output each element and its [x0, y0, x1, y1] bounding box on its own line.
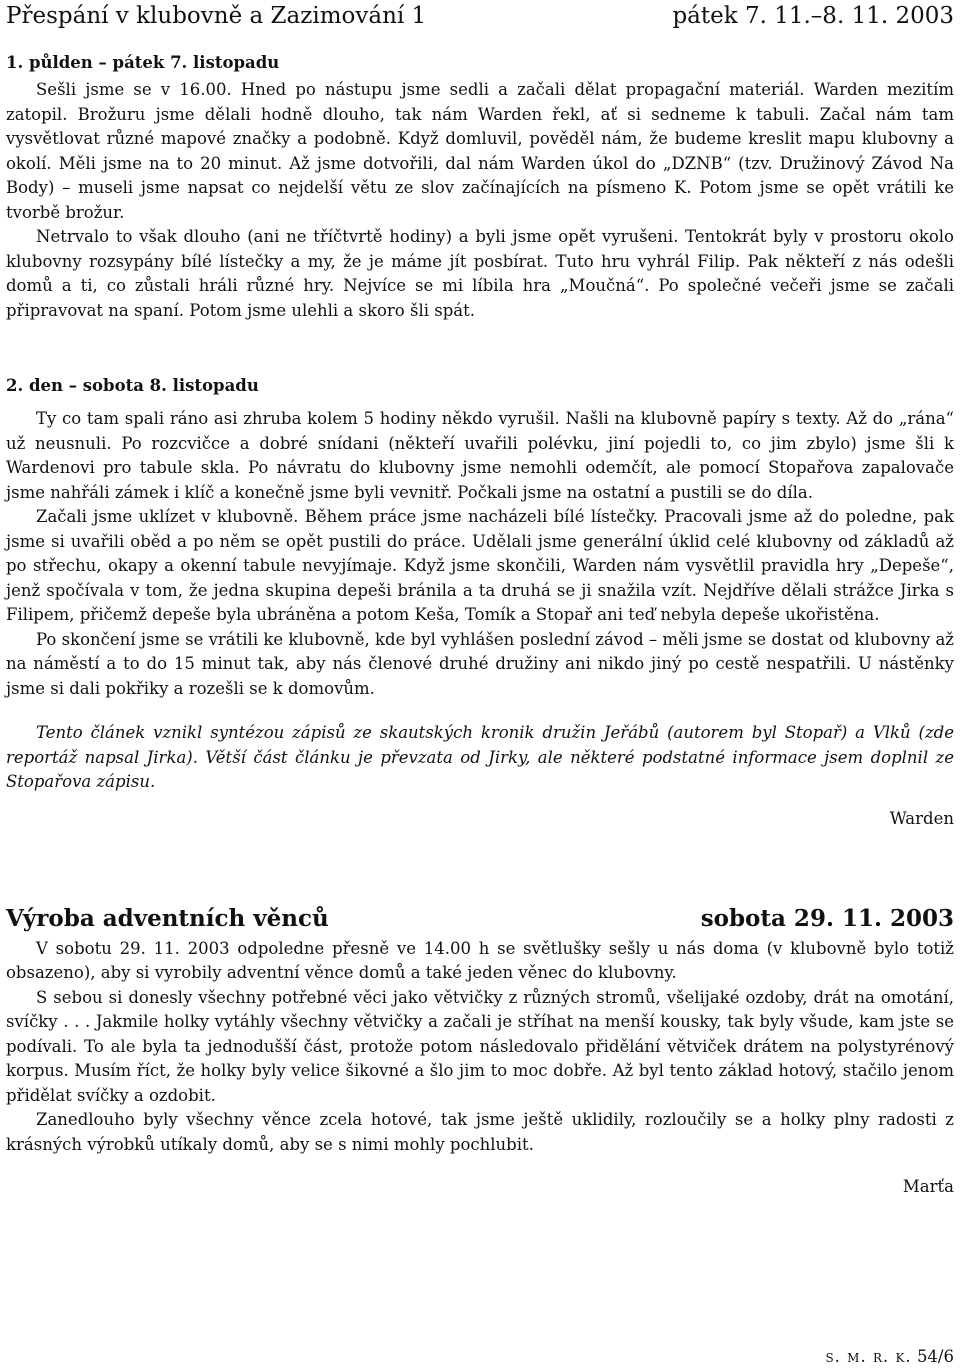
paragraph: S sebou si donesly všechny potřebné věci jako větvičky z různých stromů, všelijaké ozdoby, drát na omotání, svíčky . . . Jakmile holky vytáhly všechny větvičky a začali je stříhat na menší kousky, tak byly všude, kam jste se podívali. To ale byla ta jednodušší část, protože potom následovalo přidělání větviček drátem na polystyrénový korpus. Musím říct, že holky byly velice šikovné a šlo jim to moc dobře. Až byl tento základ hotový, stačilo jenom přidělat svíčky a ozdobit. — [6, 987, 954, 1105]
document-page — [0, 2, 960, 1368]
article-title: Výroba adventních věnců — [6, 904, 329, 932]
article-title: Přespání v klubovně a Zazimování 1 — [6, 3, 427, 29]
paragraph: Po skončení jsme se vrátili ke klubovně, kde byl vyhlášen poslední závod – měli jsme se dostat od klubovny až na náměstí a to do 15 minut tak, aby nás členové druhé družiny ani nikdo jiný po cestě nespatřili. U nástěnky jsme si dali pokřiky a rozešli se k domovům. — [6, 629, 954, 698]
paragraph: Netrvalo to však dlouho (ani ne tříčtvrtě hodiny) a byli jsme opět vyrušeni. Tentokrát byly v prostoru okolo klubovny rozsypány bílé lístečky a my, že je máme jít posbírat. Tuto hru vyhrál Filip. Pak někteří z nás odešli domů a ti, co zůstali hráli různé hry. Nejvíce se mi líbila hra „Moučná“. Po společné večeři jsme se začali připravovat na spaní. Potom jsme ulehli a skoro šli spát. — [6, 227, 954, 320]
page-footer — [825, 1346, 954, 1368]
paragraph: Sešli jsme se v 16.00. Hned po nástupu jsme sedli a začali dělat propagační materiál. Warden mezitím zatopil. Brožuru jsme dělali hodně dlouho, tak nám Warden řekl, ať si sedneme k tabuli. Začal nám tam vysvětlovat různé mapové značky a podobně. Když domluvil, pověděl nám, že budeme kreslit mapu klubovny a okolí. Měli jsme na to 20 minut. Až jsme dotvořili, dal nám Warden úkol do „DZNB“ (tzv. Družinový Závod Na Body) – museli jsme napsat co nejdelší větu ze slov začínajících na písmeno K. Potom jsme se opět vrátili ke tvorbě brožur. — [6, 80, 954, 222]
day-heading: 2. den – sobota 8. listopadu — [6, 376, 259, 395]
paragraph: V sobotu 29. 11. 2003 odpoledne přesně ve 14.00 h se světlušky sešly u nás doma (v klubovně bylo totiž obsazeno), aby si vyrobily adventní věnce domů a také jeden věnec do klubovny. — [6, 938, 954, 982]
publication-name: s. m. r. k. — [825, 1347, 912, 1366]
page-number: 54/6 — [916, 1347, 954, 1366]
section-gap — [6, 831, 960, 887]
article-header — [6, 905, 960, 933]
editor-note: Tento článek vznikl syntézou zápisů ze skautských kronik družin Jeřábů (autorem byl Stopař) a Vlků (zde reportáž napsal Jirka). Větší část článku je převzata od Jirky, ale některé podstatné informace jsem doplnil ze Stopařova zápisu. — [6, 723, 954, 791]
article-date: sobota 29. 11. 2003 — [700, 904, 954, 932]
day-heading: 1. půlden – pátek 7. listopadu — [6, 53, 280, 72]
paragraph: Zanedlouho byly všechny věnce zcela hotové, tak jsme ještě uklidily, rozloučily se a holky plny radosti z krásných výrobků utíkaly domů, aby se s nimi mohly pochlubit. — [6, 1110, 954, 1154]
article-date: pátek 7. 11.–8. 11. 2003 — [672, 3, 954, 29]
paragraph: Ty co tam spali ráno asi zhruba kolem 5 hodiny někdo vyrušil. Našli na klubovně papíry s texty. Až do „rána“ už neusnuli. Po rozcvičce a dobré snídani (někteří uvařili polévku, jiní pojedli to, co jim zbylo) jsme šli k Wardenovi pro tabule skla. Po návratu do klubovny jsme nemohli odemčít, ale pomocí Stopařova zapalovače jsme nahřáli zámek i klíč a konečně jsme byli vevnitř. Počkali jsme na ostatní a pustili se do díla. — [6, 409, 954, 502]
paragraph: Začali jsme uklízet v klubovně. Během práce jsme nacházeli bílé lístečky. Pracovali jsme až do poledne, pak jsme si uvařili oběd a po něm se opět pustili do práce. Udělali jsme generální úklid celé klubovny od základů až po střechu, okapy a okenní tabule nevyjímaje. Když jsme skončili, Warden nám vysvětlil pravidla hry „Depeše“, jenž spočívala v tom, že jedna skupina depeši bránila a ta druhá se ji snažila vzít. Nejdříve dělali strážce Jirka s Filipem, přičemž depeše byla ubráněna a potom Keša, Tomík a Stopař ani teď nebyla depeše ukořistěna. — [6, 507, 954, 624]
author-signature: Warden — [889, 808, 954, 828]
article-header — [6, 2, 960, 30]
author-signature: Marťa — [902, 1177, 954, 1196]
